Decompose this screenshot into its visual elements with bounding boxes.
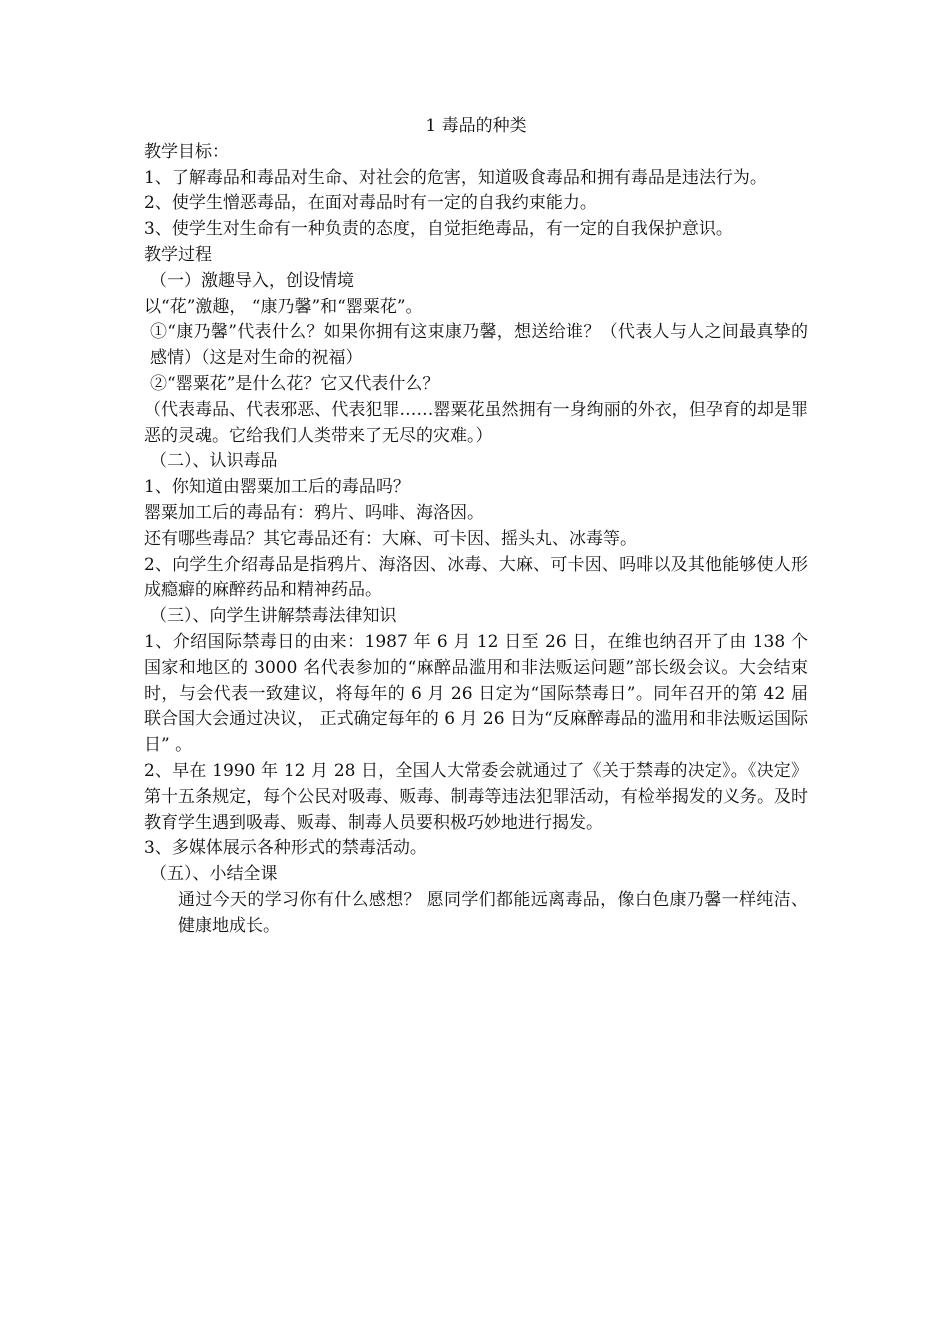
step-heading-1: （一）激趣导入，创设情境 xyxy=(150,270,354,291)
paragraph: 通过今天的学习你有什么感想？ 愿同学们都能远离毒品，像白色康乃馨一样纯洁、健康地成长。 xyxy=(178,889,808,936)
paragraph: 3、多媒体展示各种形式的禁毒活动。 xyxy=(144,838,427,859)
step-heading-5: （五）、小结全课 xyxy=(150,864,278,885)
paragraph: 2、向学生介绍毒品是指鸦片、海洛因、冰毒、大麻、可卡因、吗啡以及其他能够使人形成瘾癖的麻醉药品和精神药品。 xyxy=(144,554,808,601)
paragraph: 还有哪些毒品？其它毒品还有：大麻、可卡因、摇头丸、冰毒等。 xyxy=(144,528,637,549)
paragraph: ①“康乃馨”代表什么？如果你拥有这束康乃馨，想送给谁？（代表人与人之间最真挚的感情）（这是对生命的祝福） xyxy=(150,322,808,369)
section-heading-process: 教学过程 xyxy=(144,244,212,265)
document-body xyxy=(144,114,808,940)
paragraph: 1、你知道由罂粟加工后的毒品吗？ xyxy=(144,477,410,498)
paragraph: 以“花”激趣， “康乃馨”和“罂粟花”。 xyxy=(144,296,423,317)
paragraph: ②“罂粟花”是什么花？它又代表什么？ xyxy=(150,373,440,394)
paragraph: 2、早在 1990 年 12 月 28 日，全国人大常委会就通过了《关于禁毒的决定》。《决定》第十五条规定，每个公民对吸毒、贩毒、制毒等违法犯罪活动，有检举揭发的义务。及时教育学生遇到吸毒、贩毒、制毒人员要积极巧妙地进行揭发。 xyxy=(144,760,808,833)
document-title: 1 毒品的种类 xyxy=(425,116,527,136)
objective-3: 3、使学生对生命有一种负责的态度，自觉拒绝毒品，有一定的自我保护意识。 xyxy=(144,219,733,240)
step-heading-3: （三）、向学生讲解禁毒法律知识 xyxy=(150,606,397,627)
paragraph: （代表毒品、代表邪恶、代表犯罪……罂粟花虽然拥有一身绚丽的外衣，但孕育的却是罪恶的灵魂。它给我们人类带来了无尽的灾难。） xyxy=(144,399,808,446)
section-heading-objectives: 教学目标： xyxy=(144,141,229,162)
paragraph: 1、介绍国际禁毒日的由来：1987 年 6 月 12 日至 26 日，在维也纳召开了由 138 个国家和地区的 3000 名代表参加的“麻醉品滥用和非法贩运问题”部长级会议。大会结束时，与会代表一致建议，将每年的 6 月 26 日定为“国际禁毒日”。同年召开的第 42 届联合国大会通过决议， 正式确定每年的 6 月 26 日为“反麻醉毒品的滥用和非法贩运国际日” 。 xyxy=(144,631,808,756)
objective-1: 1、了解毒品和毒品对生命、对社会的危害，知道吸食毒品和拥有毒品是违法行为。 xyxy=(144,167,767,188)
objective-2: 2、使学生憎恶毒品，在面对毒品时有一定的自我约束能力。 xyxy=(144,193,597,214)
paragraph: 罂粟加工后的毒品有：鸦片、吗啡、海洛因。 xyxy=(144,502,484,523)
step-heading-2: （二）、认识毒品 xyxy=(150,451,278,472)
